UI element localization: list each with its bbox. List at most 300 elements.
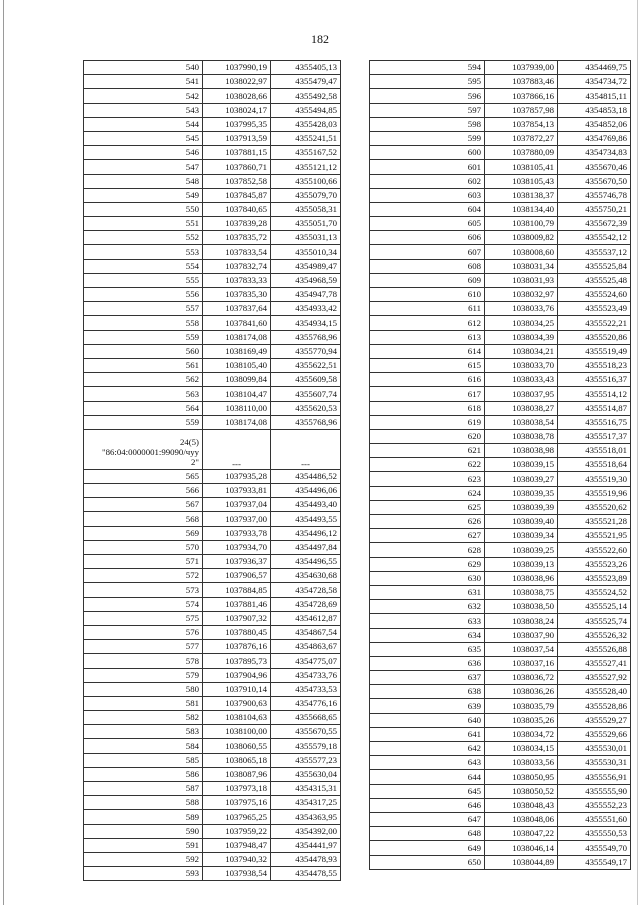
point-number-cell: 541 bbox=[84, 75, 203, 89]
coordinate-y-cell: 4355519,30 bbox=[558, 472, 631, 486]
coordinate-x-cell: 1037933,81 bbox=[203, 484, 271, 498]
table-row bbox=[370, 571, 631, 585]
coordinate-y-cell: 4354968,59 bbox=[271, 273, 341, 287]
point-number-cell: 604 bbox=[370, 202, 485, 216]
coordinates-table-right bbox=[369, 60, 631, 870]
point-number-cell: 587 bbox=[84, 782, 203, 796]
coordinate-y-cell: 4354733,53 bbox=[271, 682, 341, 696]
coordinate-x-cell: 1038034,15 bbox=[485, 742, 558, 756]
table-row bbox=[370, 784, 631, 798]
coordinate-y-cell: 4355520,62 bbox=[558, 500, 631, 514]
coordinate-x-cell: 1037973,18 bbox=[203, 782, 271, 796]
coordinate-x-cell: 1038038,24 bbox=[485, 614, 558, 628]
table-row bbox=[370, 685, 631, 699]
table-row bbox=[84, 725, 341, 739]
coordinate-x-cell: 1038038,78 bbox=[485, 429, 558, 443]
table-row bbox=[370, 330, 631, 344]
table-row bbox=[370, 742, 631, 756]
point-number-cell: 557 bbox=[84, 302, 203, 316]
table-row bbox=[370, 231, 631, 245]
table-row bbox=[370, 131, 631, 145]
coordinate-x-cell: 1037872,27 bbox=[485, 131, 558, 145]
table-row bbox=[84, 597, 341, 611]
point-number-cell: 602 bbox=[370, 174, 485, 188]
coordinate-y-cell: 4355494,85 bbox=[271, 103, 341, 117]
table-row bbox=[84, 753, 341, 767]
point-number-cell: 640 bbox=[370, 713, 485, 727]
coordinate-x-cell: 1038169,49 bbox=[203, 344, 271, 358]
point-number-cell: 597 bbox=[370, 103, 485, 117]
table-row bbox=[370, 103, 631, 117]
point-number-cell: 623 bbox=[370, 472, 485, 486]
coordinate-y-cell: 4355517,37 bbox=[558, 429, 631, 443]
point-number-cell: 566 bbox=[84, 484, 203, 498]
point-number-cell: 626 bbox=[370, 515, 485, 529]
point-number-cell: 558 bbox=[84, 316, 203, 330]
coordinate-y-cell: 4355750,21 bbox=[558, 202, 631, 216]
table-row bbox=[84, 569, 341, 583]
point-number-cell: 649 bbox=[370, 841, 485, 855]
coordinate-y-cell: 4354317,25 bbox=[271, 796, 341, 810]
coordinate-x-cell: 1037936,37 bbox=[203, 555, 271, 569]
point-number-cell: 631 bbox=[370, 585, 485, 599]
table-row bbox=[84, 131, 341, 145]
coordinate-x-cell: 1038038,75 bbox=[485, 585, 558, 599]
point-number-cell: 644 bbox=[370, 770, 485, 784]
coordinate-y-cell: 4355579,18 bbox=[271, 739, 341, 753]
coordinate-x-cell: 1038039,25 bbox=[485, 543, 558, 557]
coordinate-x-cell: 1038138,37 bbox=[485, 188, 558, 202]
coordinate-y-cell: 4355672,39 bbox=[558, 217, 631, 231]
coordinate-y-cell: 4354934,15 bbox=[271, 316, 341, 330]
table-row bbox=[84, 146, 341, 160]
table-row bbox=[84, 188, 341, 202]
coordinate-x-cell: 1038039,13 bbox=[485, 557, 558, 571]
table-row bbox=[84, 469, 341, 483]
coordinate-y-cell: 4354776,16 bbox=[271, 696, 341, 710]
coordinate-x-cell: 1038022,97 bbox=[203, 75, 271, 89]
point-number-cell: 629 bbox=[370, 557, 485, 571]
table-row bbox=[84, 852, 341, 866]
table-row bbox=[370, 841, 631, 855]
table-row bbox=[370, 713, 631, 727]
scan-edge-left bbox=[3, 0, 4, 905]
coordinate-y-cell: 4355524,60 bbox=[558, 288, 631, 302]
table-row bbox=[370, 585, 631, 599]
point-number-cell: 634 bbox=[370, 628, 485, 642]
table-row bbox=[84, 696, 341, 710]
coordinate-x-cell: 1038100,00 bbox=[203, 725, 271, 739]
table-row bbox=[84, 583, 341, 597]
coordinate-y-cell: 4355516,37 bbox=[558, 373, 631, 387]
coordinate-y-cell: 4355542,12 bbox=[558, 231, 631, 245]
coordinate-y-cell: 4355668,65 bbox=[271, 711, 341, 725]
coordinate-y-cell: 4354728,58 bbox=[271, 583, 341, 597]
table-row bbox=[84, 245, 341, 259]
coordinate-y-cell: 4355537,12 bbox=[558, 245, 631, 259]
table-row bbox=[370, 302, 631, 316]
coordinate-y-cell: 4354478,93 bbox=[271, 852, 341, 866]
table-row bbox=[370, 827, 631, 841]
table-row bbox=[84, 302, 341, 316]
table-row bbox=[370, 429, 631, 443]
coordinate-x-cell: 1037881,46 bbox=[203, 597, 271, 611]
point-number-cell: 616 bbox=[370, 373, 485, 387]
coordinate-x-cell: 1038174,08 bbox=[203, 330, 271, 344]
point-number-cell: 563 bbox=[84, 387, 203, 401]
table-row bbox=[370, 358, 631, 372]
coordinate-y-cell: 4355556,91 bbox=[558, 770, 631, 784]
point-number-cell: 556 bbox=[84, 288, 203, 302]
coordinate-x-cell: 1037883,46 bbox=[485, 75, 558, 89]
table-row bbox=[84, 344, 341, 358]
coordinate-y-cell: 4355549,17 bbox=[558, 855, 631, 869]
point-number-cell: 603 bbox=[370, 188, 485, 202]
table-row bbox=[370, 600, 631, 614]
coordinate-y-cell: 4355522,21 bbox=[558, 316, 631, 330]
coordinate-y-cell: 4354478,55 bbox=[271, 867, 341, 881]
coordinate-y-cell: 4354733,76 bbox=[271, 668, 341, 682]
point-number-cell: 647 bbox=[370, 812, 485, 826]
point-number-cell: 544 bbox=[84, 117, 203, 131]
coordinate-y-cell: 4355527,41 bbox=[558, 656, 631, 670]
table-row bbox=[84, 555, 341, 569]
coordinate-x-cell: 1038038,96 bbox=[485, 571, 558, 585]
coordinate-y-cell: 4355555,90 bbox=[558, 784, 631, 798]
point-number-cell: 565 bbox=[84, 469, 203, 483]
coordinate-x-cell: 1037840,65 bbox=[203, 202, 271, 216]
point-number-cell: 607 bbox=[370, 245, 485, 259]
coordinate-y-cell: 4355768,96 bbox=[271, 415, 341, 429]
table-row bbox=[370, 656, 631, 670]
point-number-cell: 596 bbox=[370, 89, 485, 103]
coordinate-y-cell: 4354867,54 bbox=[271, 625, 341, 639]
point-number-cell: 572 bbox=[84, 569, 203, 583]
coordinate-y-cell: 4355526,88 bbox=[558, 642, 631, 656]
coordinate-y-cell: 4355519,49 bbox=[558, 344, 631, 358]
coordinate-x-cell: 1038039,40 bbox=[485, 515, 558, 529]
coordinate-x-cell: 1038048,06 bbox=[485, 812, 558, 826]
coordinate-x-cell: 1037906,57 bbox=[203, 569, 271, 583]
point-number-cell: 636 bbox=[370, 656, 485, 670]
coordinate-x-cell: 1037881,15 bbox=[203, 146, 271, 160]
coordinate-x-cell: 1038046,14 bbox=[485, 841, 558, 855]
coordinate-x-cell: 1037995,35 bbox=[203, 117, 271, 131]
coordinate-x-cell: 1037939,00 bbox=[485, 61, 558, 75]
coordinate-x-cell: 1038044,89 bbox=[485, 855, 558, 869]
coordinate-y-cell: 4355514,12 bbox=[558, 387, 631, 401]
table-row bbox=[84, 316, 341, 330]
table-row bbox=[84, 796, 341, 810]
coordinate-y-cell: 4355058,31 bbox=[271, 202, 341, 216]
coordinate-x-cell: 1037934,70 bbox=[203, 540, 271, 554]
coordinate-x-cell: 1038032,97 bbox=[485, 288, 558, 302]
table-row bbox=[370, 160, 631, 174]
coordinate-x-cell: 1037940,32 bbox=[203, 852, 271, 866]
point-number-cell: 650 bbox=[370, 855, 485, 869]
point-number-cell: 627 bbox=[370, 529, 485, 543]
table-row bbox=[370, 444, 631, 458]
coordinate-x-cell: 1038036,72 bbox=[485, 671, 558, 685]
coordinate-x-cell: 1037937,04 bbox=[203, 498, 271, 512]
coordinate-x-cell: 1038039,27 bbox=[485, 472, 558, 486]
coordinate-x-cell: 1038037,54 bbox=[485, 642, 558, 656]
table-row bbox=[370, 699, 631, 713]
table-row bbox=[84, 429, 341, 469]
coordinate-y-cell: 4355518,01 bbox=[558, 444, 631, 458]
point-number-cell: 583 bbox=[84, 725, 203, 739]
table-row bbox=[84, 373, 341, 387]
point-number-cell: 589 bbox=[84, 810, 203, 824]
coordinate-x-cell: 1038105,43 bbox=[485, 174, 558, 188]
coordinate-y-cell: 4354469,75 bbox=[558, 61, 631, 75]
coordinate-y-cell: 4354441,97 bbox=[271, 838, 341, 852]
point-number-cell: 643 bbox=[370, 756, 485, 770]
point-number-cell: 24(5) "86:04:0000001:99090/чуу 2" bbox=[84, 429, 203, 469]
point-number-cell: 546 bbox=[84, 146, 203, 160]
coordinate-y-cell: 4355521,28 bbox=[558, 515, 631, 529]
point-number-cell: 575 bbox=[84, 611, 203, 625]
coordinate-x-cell: 1038039,34 bbox=[485, 529, 558, 543]
coordinate-x-cell: 1037860,71 bbox=[203, 160, 271, 174]
point-number-cell: 635 bbox=[370, 642, 485, 656]
table-row bbox=[370, 373, 631, 387]
coordinate-y-cell: 4354612,87 bbox=[271, 611, 341, 625]
point-number-cell: 577 bbox=[84, 640, 203, 654]
table-row bbox=[84, 867, 341, 881]
table-row bbox=[370, 273, 631, 287]
coordinate-x-cell: --- bbox=[203, 429, 271, 469]
table-row bbox=[84, 540, 341, 554]
coordinate-x-cell: 1038034,72 bbox=[485, 727, 558, 741]
coordinate-x-cell: 1038036,26 bbox=[485, 685, 558, 699]
table-row bbox=[370, 614, 631, 628]
point-number-cell: 633 bbox=[370, 614, 485, 628]
table-row bbox=[84, 498, 341, 512]
coordinate-y-cell: 4355530,01 bbox=[558, 742, 631, 756]
table-row bbox=[370, 288, 631, 302]
point-number-cell: 550 bbox=[84, 202, 203, 216]
coordinate-x-cell: 1038104,63 bbox=[203, 711, 271, 725]
point-number-cell: 545 bbox=[84, 131, 203, 145]
coordinate-y-cell: 4355746,78 bbox=[558, 188, 631, 202]
point-number-cell: 632 bbox=[370, 600, 485, 614]
point-number-cell: 568 bbox=[84, 512, 203, 526]
coordinate-y-cell: 4354630,68 bbox=[271, 569, 341, 583]
coordinate-x-cell: 1037965,25 bbox=[203, 810, 271, 824]
coordinate-y-cell: 4355551,60 bbox=[558, 812, 631, 826]
coordinate-x-cell: 1038050,52 bbox=[485, 784, 558, 798]
point-number-cell: 600 bbox=[370, 146, 485, 160]
point-number-cell: 551 bbox=[84, 217, 203, 231]
table-row bbox=[370, 642, 631, 656]
table-row bbox=[84, 288, 341, 302]
point-number-cell: 581 bbox=[84, 696, 203, 710]
table-row bbox=[370, 557, 631, 571]
coordinate-x-cell: 1037933,78 bbox=[203, 526, 271, 540]
point-number-cell: 549 bbox=[84, 188, 203, 202]
table-row bbox=[370, 217, 631, 231]
coordinate-x-cell: 1038105,40 bbox=[203, 358, 271, 372]
table-row bbox=[84, 89, 341, 103]
coordinate-x-cell: 1038105,41 bbox=[485, 160, 558, 174]
coordinate-x-cell: 1038038,50 bbox=[485, 600, 558, 614]
page-number: 182 bbox=[311, 32, 329, 46]
coordinate-y-cell: 4355525,48 bbox=[558, 273, 631, 287]
coordinate-y-cell: 4354493,55 bbox=[271, 512, 341, 526]
coordinate-x-cell: 1038039,35 bbox=[485, 486, 558, 500]
coordinate-x-cell: 1038038,54 bbox=[485, 415, 558, 429]
coordinate-y-cell: 4355552,23 bbox=[558, 798, 631, 812]
table-row bbox=[84, 654, 341, 668]
point-number-cell: 542 bbox=[84, 89, 203, 103]
coordinate-x-cell: 1038033,43 bbox=[485, 373, 558, 387]
coordinate-y-cell: 4355519,96 bbox=[558, 486, 631, 500]
coordinate-y-cell: 4355405,13 bbox=[271, 61, 341, 75]
table-row bbox=[370, 628, 631, 642]
coordinate-x-cell: 1037900,63 bbox=[203, 696, 271, 710]
point-number-cell: 606 bbox=[370, 231, 485, 245]
coordinate-x-cell: 1038037,95 bbox=[485, 387, 558, 401]
table-row bbox=[84, 767, 341, 781]
coordinate-y-cell: 4355100,66 bbox=[271, 174, 341, 188]
coordinate-y-cell: 4355526,32 bbox=[558, 628, 631, 642]
coordinate-x-cell: 1038009,82 bbox=[485, 231, 558, 245]
table-row bbox=[84, 387, 341, 401]
point-number-cell: 580 bbox=[84, 682, 203, 696]
coordinate-x-cell: 1037959,22 bbox=[203, 824, 271, 838]
table-row bbox=[84, 682, 341, 696]
coordinate-x-cell: 1038008,60 bbox=[485, 245, 558, 259]
table-row bbox=[84, 103, 341, 117]
coordinate-x-cell: 1037841,60 bbox=[203, 316, 271, 330]
point-number-cell: 560 bbox=[84, 344, 203, 358]
table-row bbox=[370, 259, 631, 273]
coordinate-y-cell: 4354496,06 bbox=[271, 484, 341, 498]
coordinate-y-cell: 4355523,89 bbox=[558, 571, 631, 585]
coordinate-y-cell: 4355525,14 bbox=[558, 600, 631, 614]
coordinate-x-cell: 1038039,39 bbox=[485, 500, 558, 514]
point-number-cell: 588 bbox=[84, 796, 203, 810]
table-row bbox=[370, 89, 631, 103]
table-row bbox=[370, 770, 631, 784]
table-row bbox=[84, 273, 341, 287]
table-row bbox=[370, 202, 631, 216]
coordinate-y-cell: 4355524,52 bbox=[558, 585, 631, 599]
point-number-cell: 619 bbox=[370, 415, 485, 429]
point-number-cell: 564 bbox=[84, 401, 203, 415]
coordinate-x-cell: 1037835,30 bbox=[203, 288, 271, 302]
point-number-cell: 648 bbox=[370, 827, 485, 841]
coordinate-y-cell: 4355525,84 bbox=[558, 259, 631, 273]
coordinate-x-cell: 1038035,79 bbox=[485, 699, 558, 713]
coordinate-x-cell: 1037839,28 bbox=[203, 217, 271, 231]
table-row bbox=[84, 668, 341, 682]
coordinate-x-cell: 1037938,54 bbox=[203, 867, 271, 881]
table-row bbox=[84, 810, 341, 824]
point-number-cell: 628 bbox=[370, 543, 485, 557]
point-number-cell: 622 bbox=[370, 458, 485, 472]
coordinate-y-cell: 4354852,06 bbox=[558, 117, 631, 131]
coordinate-y-cell: 4354775,07 bbox=[271, 654, 341, 668]
table-row bbox=[84, 202, 341, 216]
table-row bbox=[84, 625, 341, 639]
coordinate-x-cell: 1037913,59 bbox=[203, 131, 271, 145]
coordinate-x-cell: 1038033,76 bbox=[485, 302, 558, 316]
coordinate-x-cell: 1038035,26 bbox=[485, 713, 558, 727]
point-number-cell: 630 bbox=[370, 571, 485, 585]
point-number-cell: 620 bbox=[370, 429, 485, 443]
point-number-cell: 584 bbox=[84, 739, 203, 753]
coordinate-x-cell: 1038038,98 bbox=[485, 444, 558, 458]
coordinate-x-cell: 1037937,00 bbox=[203, 512, 271, 526]
coordinate-y-cell: 4354734,83 bbox=[558, 146, 631, 160]
coordinate-x-cell: 1037884,85 bbox=[203, 583, 271, 597]
table-row bbox=[84, 217, 341, 231]
table-row bbox=[370, 529, 631, 543]
point-number-cell: 540 bbox=[84, 61, 203, 75]
coordinate-y-cell: 4354497,84 bbox=[271, 540, 341, 554]
coordinate-y-cell: 4354493,40 bbox=[271, 498, 341, 512]
table-row bbox=[84, 739, 341, 753]
table-row bbox=[84, 824, 341, 838]
coordinate-x-cell: 1038174,08 bbox=[203, 415, 271, 429]
point-number-cell: 646 bbox=[370, 798, 485, 812]
coordinate-x-cell: 1037833,54 bbox=[203, 245, 271, 259]
point-number-cell: 641 bbox=[370, 727, 485, 741]
coordinate-y-cell: 4355051,70 bbox=[271, 217, 341, 231]
table-row bbox=[370, 117, 631, 131]
point-number-cell: 578 bbox=[84, 654, 203, 668]
point-number-cell: 617 bbox=[370, 387, 485, 401]
table-row bbox=[370, 75, 631, 89]
point-number-cell: 601 bbox=[370, 160, 485, 174]
coordinate-y-cell: 4355528,40 bbox=[558, 685, 631, 699]
coordinate-x-cell: 1038048,43 bbox=[485, 798, 558, 812]
point-number-cell: 586 bbox=[84, 767, 203, 781]
coordinate-x-cell: 1038087,96 bbox=[203, 767, 271, 781]
coordinate-x-cell: 1038039,15 bbox=[485, 458, 558, 472]
point-number-cell: 612 bbox=[370, 316, 485, 330]
coordinate-x-cell: 1037880,45 bbox=[203, 625, 271, 639]
coordinate-x-cell: 1037837,64 bbox=[203, 302, 271, 316]
table-row bbox=[84, 174, 341, 188]
coordinate-y-cell: 4354363,95 bbox=[271, 810, 341, 824]
table-row bbox=[370, 855, 631, 869]
point-number-cell: 615 bbox=[370, 358, 485, 372]
coordinate-y-cell: 4355670,46 bbox=[558, 160, 631, 174]
point-number-cell: 598 bbox=[370, 117, 485, 131]
coordinate-y-cell: 4354496,55 bbox=[271, 555, 341, 569]
coordinate-y-cell: 4355529,27 bbox=[558, 713, 631, 727]
coordinate-y-cell: 4355121,12 bbox=[271, 160, 341, 174]
coordinate-y-cell: 4354947,78 bbox=[271, 288, 341, 302]
point-number-cell: 594 bbox=[370, 61, 485, 75]
table-row bbox=[370, 671, 631, 685]
point-number-cell: 595 bbox=[370, 75, 485, 89]
coordinate-y-cell: 4354496,12 bbox=[271, 526, 341, 540]
table-row bbox=[370, 344, 631, 358]
table-row bbox=[84, 231, 341, 245]
coordinate-y-cell: 4355549,70 bbox=[558, 841, 631, 855]
coordinate-x-cell: 1037935,28 bbox=[203, 469, 271, 483]
coordinate-y-cell: 4355514,87 bbox=[558, 401, 631, 415]
coordinate-x-cell: 1037910,14 bbox=[203, 682, 271, 696]
point-number-cell: 559 bbox=[84, 415, 203, 429]
coordinate-x-cell: 1037990,19 bbox=[203, 61, 271, 75]
point-number-cell: 608 bbox=[370, 259, 485, 273]
coordinate-y-cell: 4355010,34 bbox=[271, 245, 341, 259]
